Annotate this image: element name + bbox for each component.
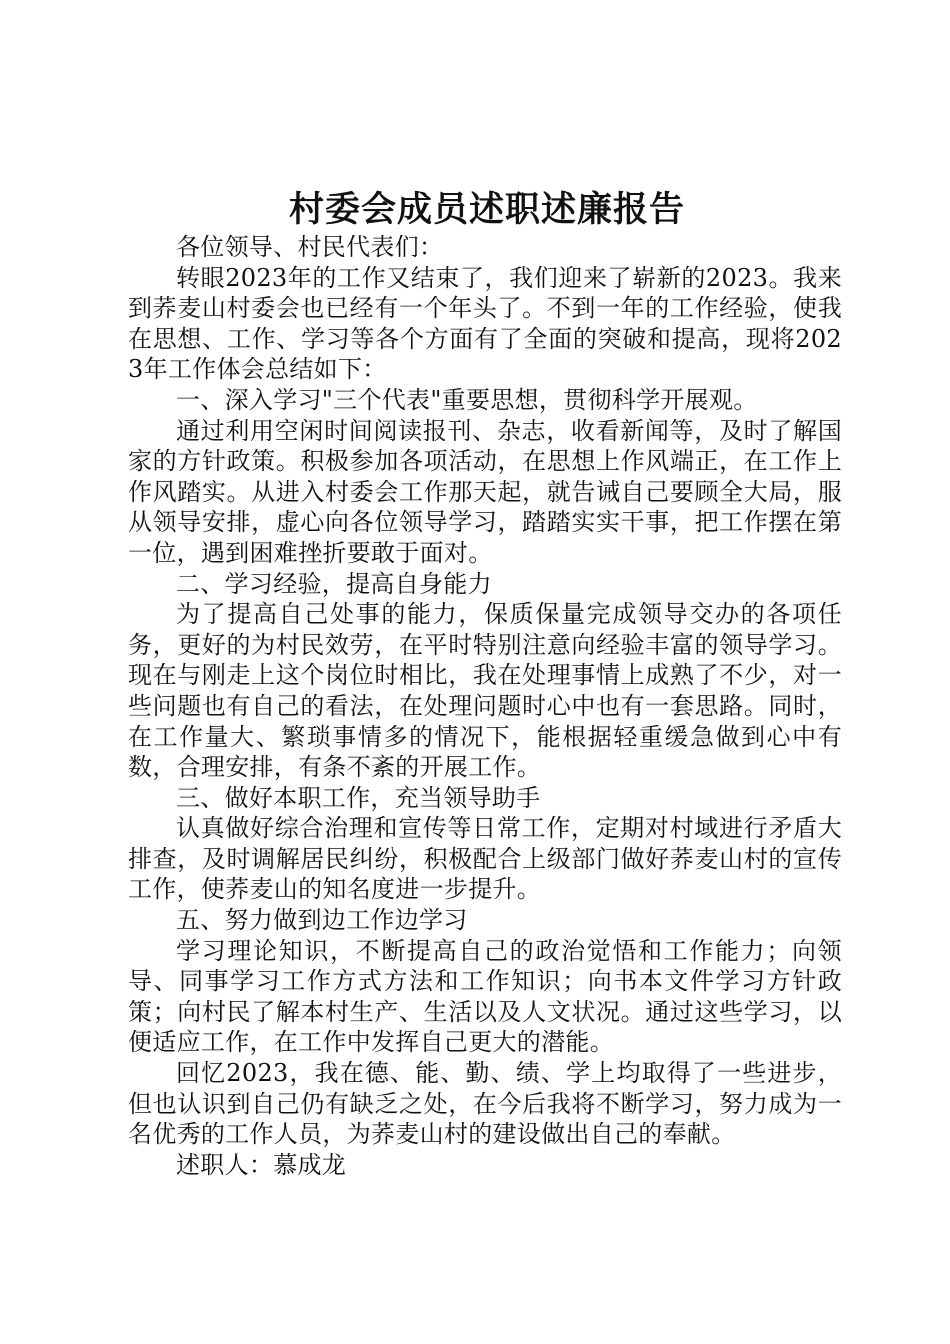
section-body-1: 通过利用空闲时间阅读报刊、杂志，收看新闻等，及时了解国家的方针政策。积极参加各项活动，在思想上作风端正，在工作上作风踏实。从进入村委会工作那天起，就告诫自己要顾全大局，服从领导安排，虚心向各位领导学习，踏踏实实干事，把工作摆在第一位，遇到困难挫折要敢于面对。 — [128, 416, 842, 567]
document-page — [128, 186, 842, 1180]
section-heading-2: 二、学习经验，提高自身能力 — [176, 569, 492, 598]
salutation: 各位领导、村民代表们： — [176, 233, 444, 261]
section-body-2: 为了提高自己处事的能力，保质保量完成领导交办的各项任务，更好的为村民效劳，在平时特别注意向经验丰富的领导学习。现在与刚走上这个岗位时相比，我在处理事情上成熟了不少，对一些问题也有自己的看法，在处理问题时心中也有一套思路。同时，在工作量大、繁琐事情多的情况下，能根据轻重缓急做到心中有数，合理安排，有条不紊的开展工作。 — [128, 600, 842, 782]
intro-paragraph: 转眼2023年的工作又结束了，我们迎来了崭新的2023。我来到荞麦山村委会也已经有一个年头了。不到一年的工作经验，使我在思想、工作、学习等各个方面有了全面的突破和提高，现将2023年工作体会总结如下： — [128, 263, 842, 384]
document-title: 村委会成员述职述廉报告 — [288, 189, 685, 230]
closing-paragraph: 回忆2023，我在德、能、勤、绩、学上均取得了一些进步，但也认识到自己仍有缺乏之处，在今后我将不断学习，努力成为一名优秀的工作人员，为荞麦山村的建设做出自己的奉献。 — [128, 1059, 842, 1149]
section-heading-5: 五、努力做到边工作边学习 — [176, 906, 468, 935]
signature-line: 述职人：慕成龙 — [176, 1150, 347, 1179]
section-body-5: 学习理论知识，不断提高自己的政治觉悟和工作能力；向领导、同事学习工作方式方法和工作知识；向书本文件学习方针政策；向村民了解本村生产、生活以及人文状况。通过这些学习，以便适应工作，在工作中发挥自己更大的潜能。 — [128, 936, 842, 1057]
section-body-3: 认真做好综合治理和宣传等日常工作，定期对村域进行矛盾大排查，及时调解居民纠纷，积极配合上级部门做好荞麦山村的宣传工作，使荞麦山的知名度进一步提升。 — [128, 814, 842, 904]
section-heading-3: 三、做好本职工作，充当领导助手 — [176, 783, 541, 812]
section-heading-1: 一、深入学习"三个代表"重要思想，贯彻科学开展观。 — [176, 385, 758, 414]
